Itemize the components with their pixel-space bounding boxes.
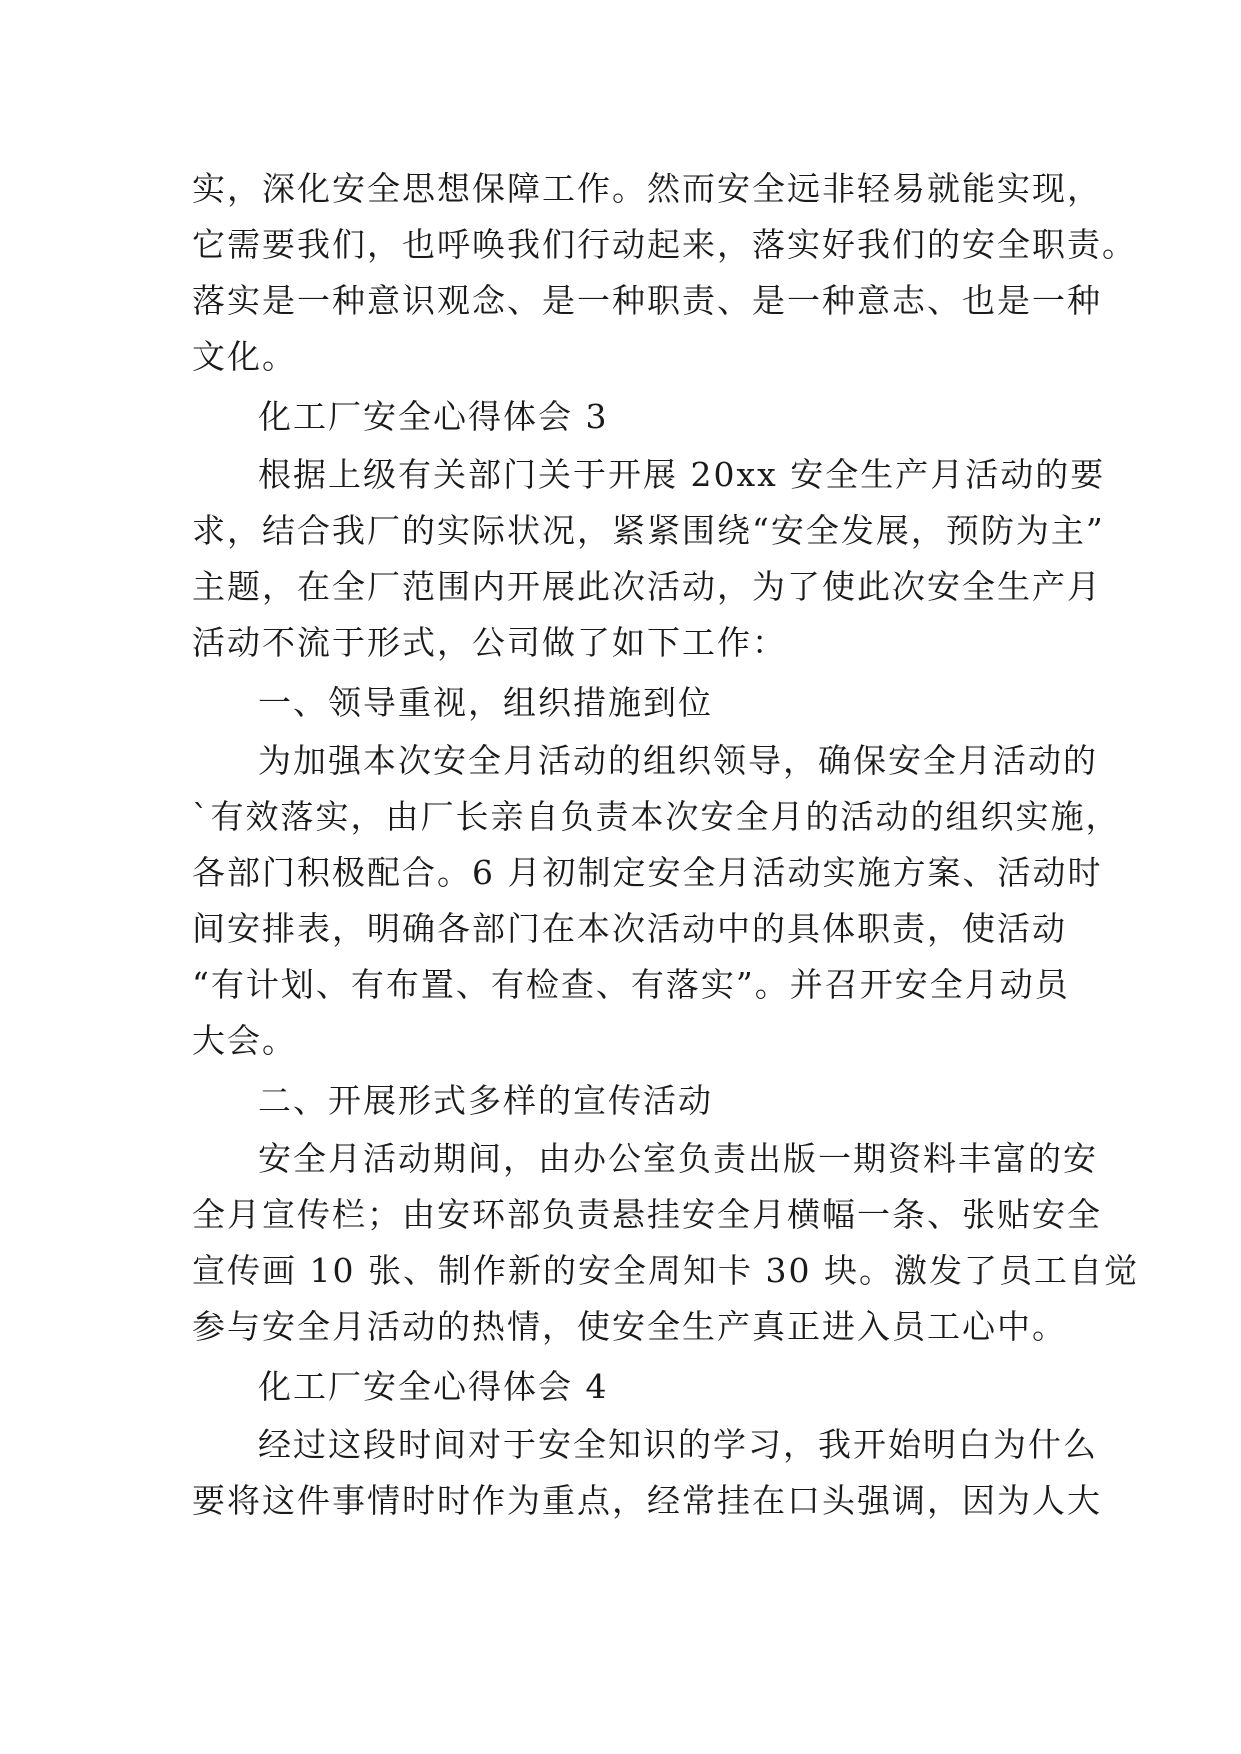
section-heading: 化工厂安全心得体会 4 — [258, 1367, 609, 1406]
paragraph-line: “有计划、有布置、有检查、有落实”。并召开安全月动员 — [192, 965, 1070, 1004]
section-heading: 化工厂安全心得体会 3 — [258, 397, 609, 436]
paragraph-line: 全月宣传栏；由安环部负责悬挂安全月横幅一条、张贴安全 — [192, 1195, 1102, 1234]
paragraph-line: 根据上级有关部门关于开展 20xx 安全生产月活动的要 — [258, 455, 1106, 494]
subsection-heading: 一、领导重视，组织措施到位 — [258, 683, 713, 722]
paragraph-line: 实，深化安全思想保障工作。然而安全远非轻易就能实现， — [192, 169, 1102, 208]
paragraph-line: 宣传画 10 张、制作新的安全周知卡 30 块。激发了员工自觉 — [192, 1251, 1139, 1290]
paragraph-line: 落实是一种意识观念、是一种职责、是一种意志、也是一种 — [192, 281, 1102, 320]
paragraph-line: 间安排表，明确各部门在本次活动中的具体职责，使活动 — [192, 909, 1067, 948]
paragraph-line: 为加强本次安全月活动的组织领导，确保安全月活动的 — [258, 741, 1098, 780]
paragraph-line: 各部门积极配合。6 月初制定安全月活动实施方案、活动时 — [192, 853, 1103, 892]
paragraph-line: 文化。 — [192, 337, 297, 376]
paragraph-line: 经过这段时间对于安全知识的学习，我开始明白为什么 — [258, 1425, 1098, 1464]
paragraph-line: 主题，在全厂范围内开展此次活动，为了使此次安全生产月 — [192, 567, 1102, 606]
paragraph-line: 大会。 — [192, 1021, 297, 1060]
paragraph-line: 安全月活动期间，由办公室负责出版一期资料丰富的安 — [258, 1139, 1098, 1178]
paragraph-line: 活动不流于形式，公司做了如下工作： — [192, 623, 787, 662]
paragraph-line: 参与安全月活动的热情，使安全生产真正进入员工心中。 — [192, 1307, 1067, 1346]
subsection-heading: 二、开展形式多样的宣传活动 — [258, 1081, 713, 1120]
paragraph-line: 要将这件事情时时作为重点，经常挂在口头强调，因为人大 — [192, 1481, 1102, 1520]
paragraph-line: 它需要我们，也呼唤我们行动起来，落实好我们的安全职责。 — [192, 225, 1137, 264]
paragraph-line: `有效落实，由厂长亲自负责本次安全月的活动的组织实施， — [192, 797, 1121, 836]
paragraph-line: 求，结合我厂的实际状况，紧紧围绕“安全发展，预防为主” — [192, 511, 1105, 550]
